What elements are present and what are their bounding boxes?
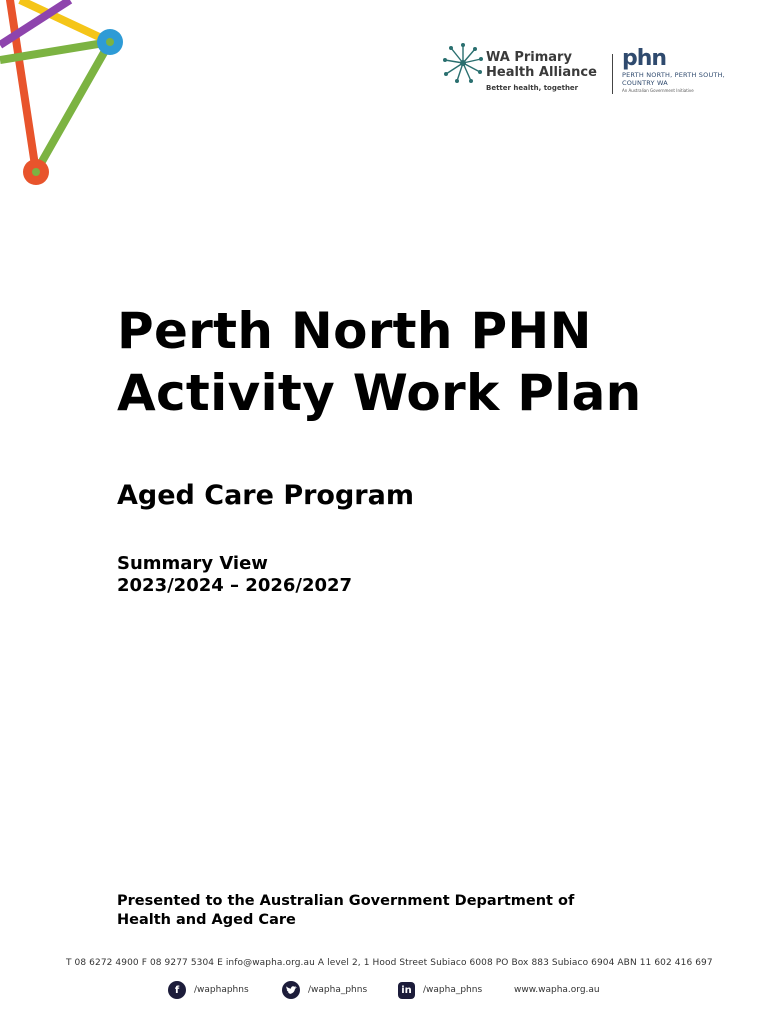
wapha-starburst-icon bbox=[442, 42, 484, 84]
website-url: www.wapha.org.au bbox=[514, 985, 600, 995]
linkedin-link[interactable] bbox=[398, 980, 482, 1000]
facebook-icon: f bbox=[168, 981, 186, 999]
social-links bbox=[0, 980, 770, 1002]
twitter-icon bbox=[282, 981, 300, 999]
linkedin-icon: in bbox=[398, 982, 415, 999]
facebook-link[interactable] bbox=[168, 980, 249, 1000]
document-title: Perth North PHN Activity Work Plan bbox=[117, 302, 642, 422]
wapha-org-name: WA Primary Health Alliance bbox=[486, 50, 597, 80]
logo-divider bbox=[612, 54, 613, 94]
summary-period: Summary View 2023/2024 – 2026/2027 bbox=[117, 553, 353, 596]
contact-line: T 08 6272 4900 F 08 9277 5304 E info@wapha.org.au A level 2, 1 Hood Street Subiaco 6008 PO Box 883 Subiaco 6904 ABN 11 602 416 697 bbox=[66, 958, 713, 968]
corner-network-graphic bbox=[0, 0, 130, 190]
gov-initiative: An Australian Government Initiative bbox=[622, 88, 694, 93]
header-logo bbox=[442, 40, 732, 100]
website-link[interactable] bbox=[514, 980, 600, 1000]
twitter-handle: /wapha_phns bbox=[308, 985, 368, 995]
wapha-tagline: Better health, together bbox=[486, 84, 579, 92]
linkedin-handle: /wapha_phns bbox=[423, 985, 483, 995]
program-name: Aged Care Program bbox=[117, 480, 414, 511]
twitter-link[interactable] bbox=[282, 980, 367, 1000]
facebook-handle: /waphaphns bbox=[194, 985, 249, 995]
phn-region: PERTH NORTH, PERTH SOUTH, COUNTRY WA bbox=[622, 71, 725, 87]
presented-to: Presented to the Australian Government Department of Health and Aged Care bbox=[117, 893, 575, 928]
phn-wordmark: phn bbox=[622, 46, 667, 71]
